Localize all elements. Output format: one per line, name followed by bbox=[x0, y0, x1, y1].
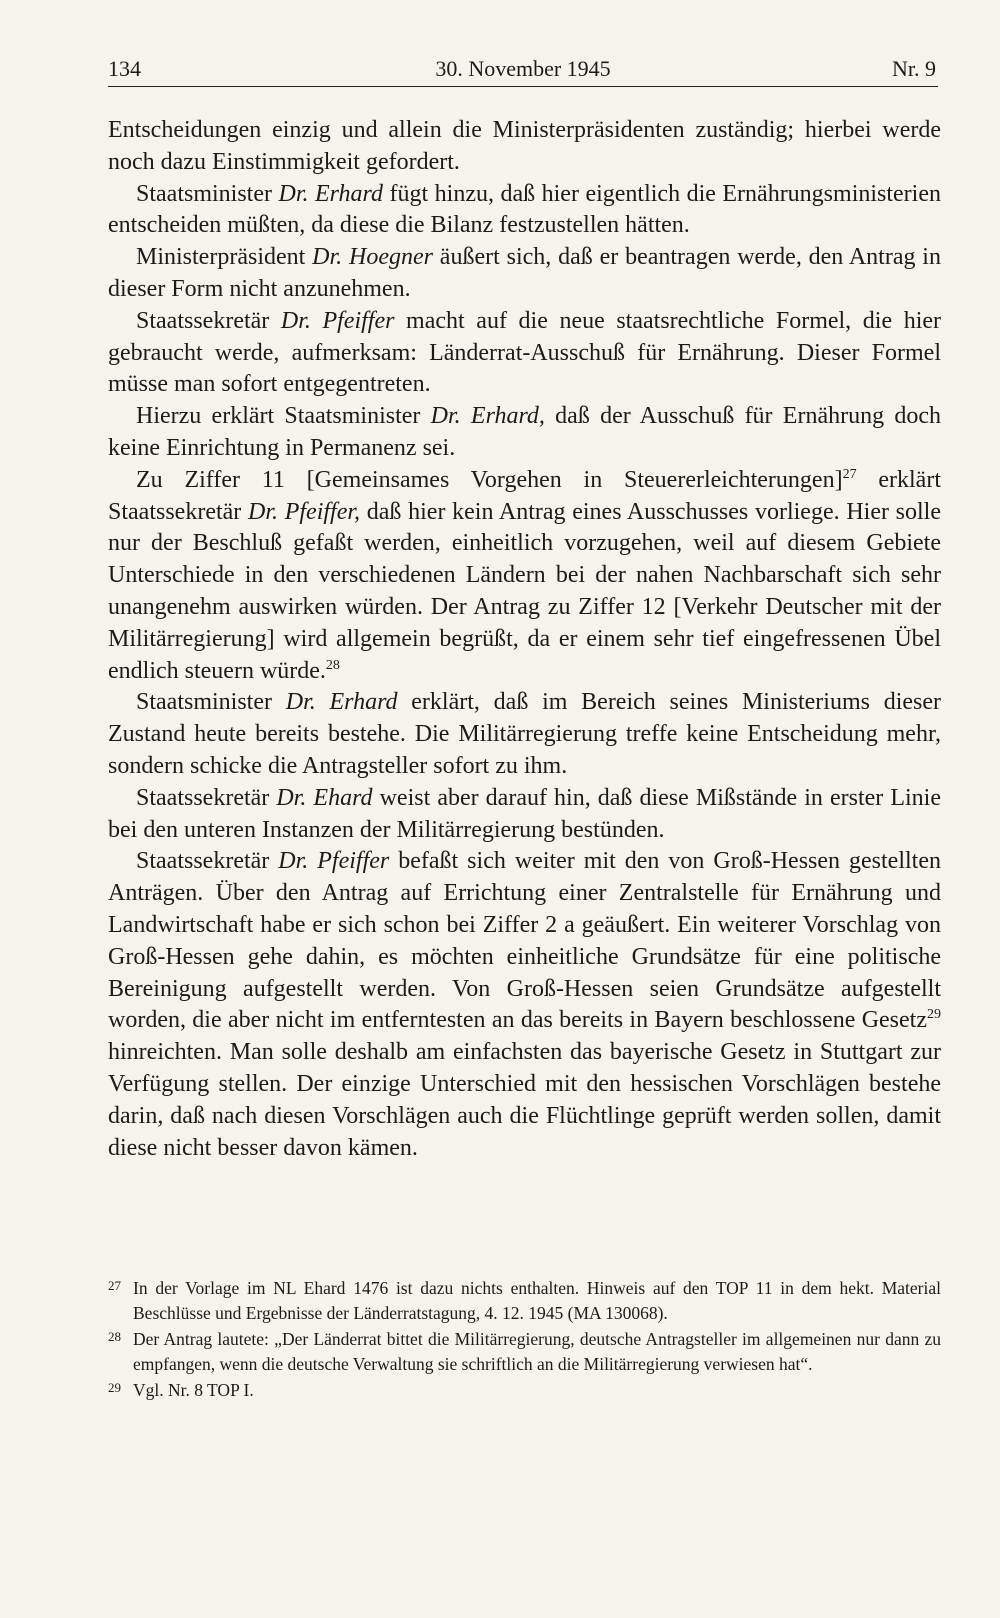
paragraph bbox=[108, 465, 941, 688]
text-run: Staatssekretär bbox=[136, 784, 277, 811]
header-date: 30. November 1945 bbox=[435, 56, 611, 81]
footnote-number: 28 bbox=[108, 1329, 121, 1344]
paragraph bbox=[108, 179, 941, 243]
paragraph bbox=[108, 242, 941, 306]
text-run: Ministerpräsident bbox=[136, 244, 313, 271]
footnote-ref: 28 bbox=[325, 657, 340, 673]
body-text bbox=[108, 115, 941, 1164]
text-run: weist aber darauf hin, daß diese Mißstände in erster Linie bei den unteren Instanzen der Militärregierung bestünden. bbox=[108, 784, 941, 843]
paragraph bbox=[108, 783, 941, 847]
footnote-ref: 29 bbox=[927, 1007, 941, 1023]
text-run: befaßt sich weiter mit den von Groß-Hessen gestellten Anträgen. Über den Antrag auf Errichtung einer Zentralstelle für Ernährung und Landwirtschaft habe er sich schon bei Ziffer 2 a geäußert. Ein weiterer Vorschlag von Groß-Hessen gehe dahin, es möchten einheitliche Grundsätze für eine politische Bereinigung aufgestellt werden. Von Groß-Hessen seien Grundsätze aufgestellt worden, die aber nicht im entferntesten an das bereits in Bayern beschlossene Gesetz bbox=[108, 848, 941, 1034]
footnote-number: 29 bbox=[108, 1380, 121, 1395]
footnote-text: Der Antrag lautete: „Der Länderrat bittet die Militärregierung, deutsche Antragsteller im allgemeinen nur dann zu empfangen, wenn die deutsche Verwaltung sie schriftlich an die Militärregierung verwiesen hat“. bbox=[133, 1329, 941, 1374]
text-run: Zu Ziffer 11 [Gemeinsames Vorgehen in Steuererleichterungen] bbox=[136, 466, 843, 493]
paragraph bbox=[108, 306, 941, 401]
page-number: 134 bbox=[108, 56, 141, 81]
paragraph bbox=[108, 115, 941, 179]
text-run: äußert sich, daß er beantragen werde, den Antrag in dieser Form nicht anzunehmen. bbox=[108, 244, 941, 302]
text-run: Staatsminister bbox=[136, 689, 286, 716]
text-run: Staatssekretär bbox=[136, 307, 281, 334]
footnote-text: Vgl. Nr. 8 TOP I. bbox=[133, 1380, 254, 1400]
footnote bbox=[108, 1327, 941, 1376]
running-header bbox=[108, 52, 938, 87]
paragraph bbox=[108, 687, 941, 782]
footnote bbox=[108, 1276, 941, 1325]
footnotes bbox=[108, 1276, 941, 1405]
text-run: erklärt Staatssekretär bbox=[108, 466, 941, 525]
text-run: Staatssekretär bbox=[136, 848, 279, 875]
paragraph bbox=[108, 401, 941, 465]
footnote-ref: 27 bbox=[842, 466, 857, 482]
footnote-number: 27 bbox=[108, 1278, 121, 1293]
document-number: Nr. 9 bbox=[892, 56, 936, 81]
speaker-name: Dr. Erhard bbox=[278, 180, 384, 207]
speaker-name: Dr. Ehard bbox=[276, 784, 373, 811]
text-run: Hierzu erklärt Staatsminister bbox=[136, 403, 431, 430]
text-run: hinreichten. Man solle deshalb am einfachsten das bayerische Gesetz in Stuttgart zur Verfügung stellen. Der einzige Unterschied mit den hessischen Vorschlägen bestehe darin, daß nach diesen Vorschlägen auch die Flüchtlinge geprüft werden sollen, damit diese nicht besser davon kämen. bbox=[108, 1039, 941, 1161]
text-run: Entscheidungen einzig und allein die Ministerpräsidenten zuständig; hierbei werde noch dazu Einstimmigkeit gefordert. bbox=[108, 117, 941, 175]
text-run: Staatsminister bbox=[136, 180, 279, 207]
speaker-name: Dr. Pfeiffer bbox=[278, 848, 390, 875]
text-run: daß hier kein Antrag eines Ausschusses vorliege. Hier solle nur der Beschluß gefaßt werden, einheitlich vorzugehen, weil auf diesem Gebiete Unterschiede in den verschiedenen Ländern bei der nahen Nachbarschaft sich sehr unangenehm auswirken würden. Der Antrag zu Ziffer 12 [Verkehr Deutscher mit der Militärregierung] wird allgemein begrüßt, da er einem sehr tief eingefressenen Übel endlich steuern würde. bbox=[108, 498, 941, 684]
speaker-name: Dr. Hoegner bbox=[312, 244, 433, 271]
speaker-name: Dr. Pfeiffer, bbox=[248, 498, 361, 525]
text-run: fügt hinzu, daß hier eigentlich die Ernährungsministerien entscheiden müßten, da diese die Bilanz festzustellen hätten. bbox=[108, 180, 941, 239]
speaker-name: Dr. Erhard, bbox=[430, 403, 545, 430]
speaker-name: Dr. Erhard bbox=[285, 689, 398, 716]
speaker-name: Dr. Pfeiffer bbox=[280, 307, 395, 334]
text-run: daß der Ausschuß für Ernährung doch keine Einrichtung in Permanenz sei. bbox=[108, 403, 941, 461]
paragraph bbox=[108, 846, 941, 1164]
text-run: macht auf die neue staatsrechtliche Formel, die hier gebraucht werde, aufmerksam: Länderrat-Ausschuß für Ernährung. Dieser Formel müsse man sofort entgegentreten. bbox=[108, 307, 942, 398]
footnote-text: In der Vorlage im NL Ehard 1476 ist dazu nichts enthalten. Hinweis auf den TOP 11 in dem hekt. Material Beschlüsse und Ergebnisse der Länderratstagung, 4. 12. 1945 (MA 130068). bbox=[133, 1278, 941, 1323]
text-run: erklärt, daß im Bereich seines Ministeriums dieser Zustand heute bereits bestehe. Die Militärregierung treffe keine Entscheidung mehr, sondern schicke die Antragsteller sofort zu ihm. bbox=[108, 689, 942, 779]
footnote bbox=[108, 1378, 941, 1403]
